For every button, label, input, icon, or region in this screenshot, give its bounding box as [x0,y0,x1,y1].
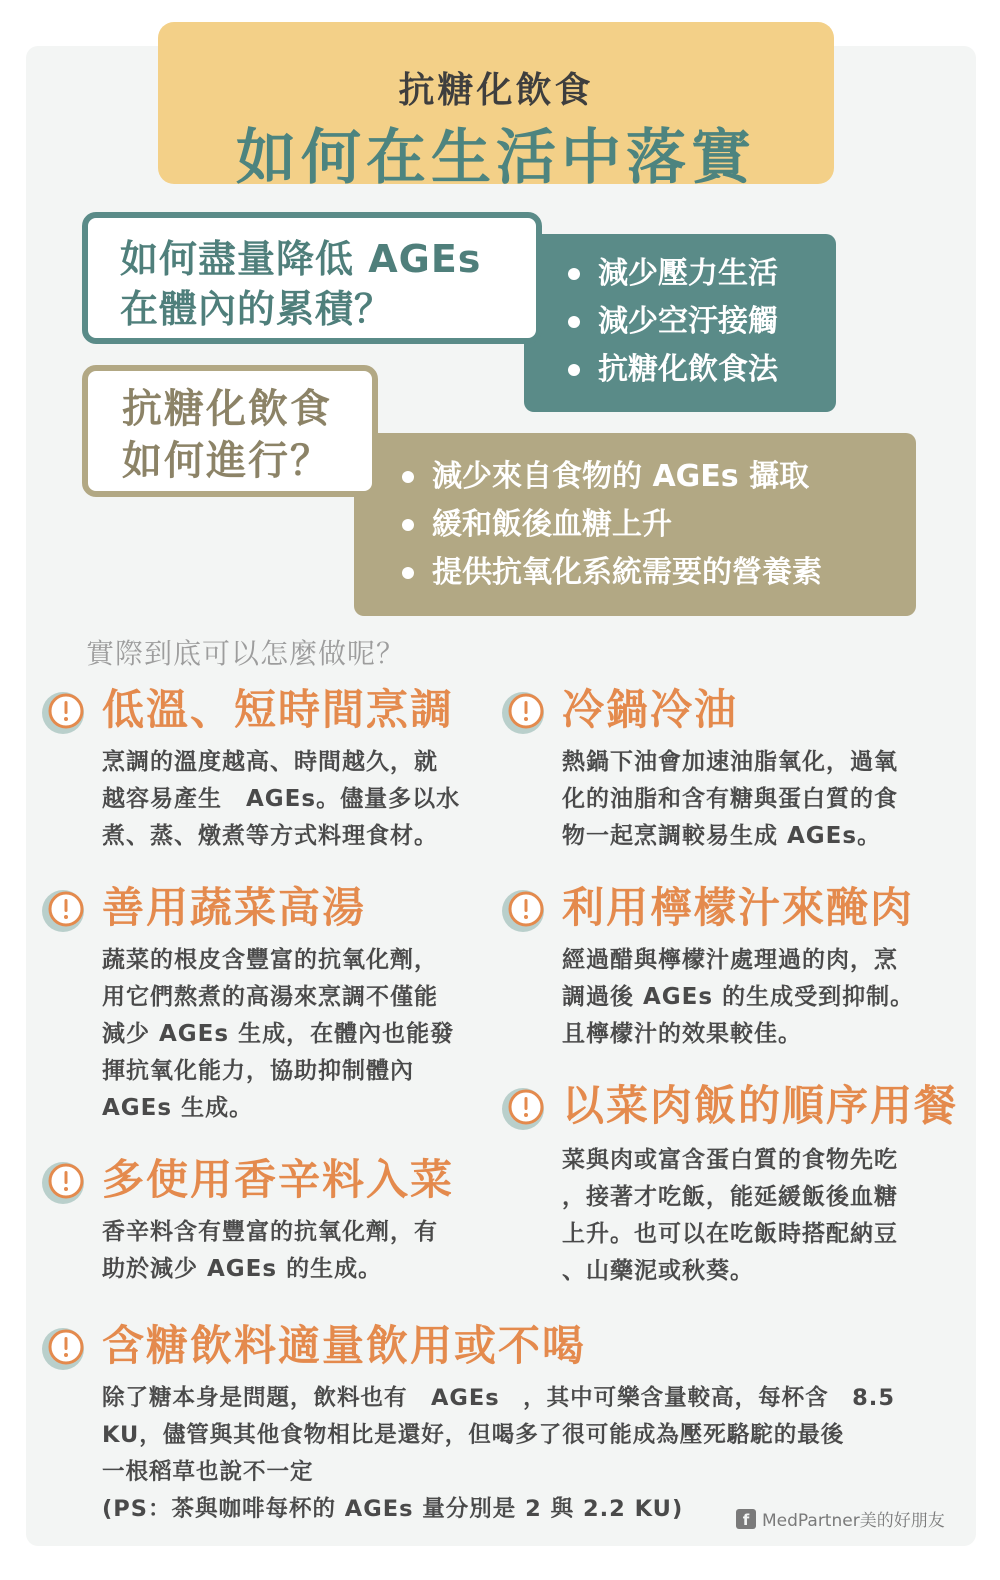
exclamation-circle-icon [500,888,546,934]
question-2-line: 抗糖化飲食 [122,386,332,432]
tip-body-line: 化的油脂和含有糖與蛋白質的食 [562,786,898,812]
tip-body [562,942,914,1053]
tip-body [562,1142,898,1290]
tip-body [562,744,898,855]
tip-body-line: 用它們熬煮的高湯來烹調不僅能 [102,984,438,1010]
tip-title: 冷鍋冷油 [562,685,739,734]
question-1-line: 如何盡量降低 AGEs [120,237,482,281]
tip-body-line: 蔬菜的根皮含豐富的抗氧化劑， [102,947,438,973]
tip-body-line: KU，儘管與其他食物相比是還好，但喝多了很可能成為壓死駱駝的最後 [102,1422,845,1448]
tip-body [102,744,460,855]
tip-body-line: 經過醋與檸檬汁處理過的肉，烹 [562,947,898,973]
section-prompt: 實際到底可以怎麼做呢？ [86,637,406,670]
tip-title: 善用蔬菜高湯 [102,883,367,932]
tip-body-line: ，接著才吃飯，能延緩飯後血糖 [562,1184,898,1210]
tip-body-line: 香辛料含有豐富的抗氧化劑，有 [102,1219,438,1245]
tip-body-line: 、山藥泥或秋葵。 [562,1258,754,1284]
tip-body-line: 調過後 AGEs 的生成受到抑制。 [562,984,915,1010]
tip-body-line: AGEs 生成。 [102,1095,254,1121]
tip-body-line: 助於減少 AGEs 的生成。 [102,1256,383,1282]
tip-body-line: 熱鍋下油會加速油脂氧化，過氧 [562,749,898,775]
tip-body-line: 越容易產生 AGEs。儘量多以水 [102,786,461,812]
question-1-box [82,212,542,344]
answer-2-panel [354,433,916,616]
brand-name: MedPartner美的好朋友 [762,1511,945,1531]
exclamation-circle-icon [40,1160,86,1206]
title-line-2: 如何在生活中落實 [236,123,756,193]
tip-body-line: 減少 AGEs 生成，在體內也能發 [102,1021,455,1047]
tip-body-line: 菜與肉或富含蛋白質的食物先吃 [562,1147,898,1173]
tip-body-line: 物一起烹調較易生成 AGEs。 [562,823,882,849]
exclamation-circle-icon [40,1326,86,1372]
exclamation-circle-icon [40,690,86,736]
exclamation-circle-icon [500,1086,546,1132]
title-banner [158,22,834,193]
answer-1-list [562,250,778,394]
tip-title: 含糖飲料適量飲用或不喝 [102,1321,587,1370]
answer-1-panel [524,234,836,412]
footer-credit [736,1506,945,1531]
answer-1-item: 減少空汙接觸 [562,298,778,346]
tip-title: 低溫、短時間烹調 [102,685,455,734]
answer-2-item: 減少來自食物的 AGEs 攝取 [396,453,822,501]
question-1-line: 在體內的累積？ [120,287,394,331]
tip-body-line: 一根稻草也說不一定 [102,1459,314,1485]
answer-1-item: 減少壓力生活 [562,250,778,298]
tip-body-line: 上升。也可以在吃飯時搭配納豆 [562,1221,898,1247]
answer-2-list [396,453,822,597]
answer-2-item: 緩和飯後血糖上升 [396,501,822,549]
facebook-icon: f [736,1509,756,1529]
tip-body-line: 且檸檬汁的效果較佳。 [562,1021,802,1047]
exclamation-circle-icon [500,690,546,736]
tip-body-line: 烹調的溫度越高、時間越久，就 [102,749,438,775]
question-2-box [82,365,378,497]
exclamation-circle-icon [40,888,86,934]
tip-body [102,1214,438,1288]
answer-2-item: 提供抗氧化系統需要的營養素 [396,549,822,597]
tip-body-line: 除了糖本身是問題，飲料也有 AGEs ，其中可樂含量較高，每杯含 8.5 [102,1385,896,1411]
question-2-line: 如何進行？ [122,438,332,484]
answer-1-item: 抗糖化飲食法 [562,346,778,394]
tip-title: 多使用香辛料入菜 [102,1155,455,1204]
title-line-1: 抗糖化飲食 [398,70,594,111]
tip-title: 利用檸檬汁來醃肉 [562,883,915,932]
tip-body-line: 煮、蒸、燉煮等方式料理食材。 [102,823,438,849]
tip-title: 以菜肉飯的順序用餐 [562,1081,959,1130]
tip-body-line: (PS：茶與咖啡每杯的 AGEs 量分別是 2 與 2.2 KU) [102,1496,684,1522]
tip-body [102,942,454,1127]
tip-body-line: 揮抗氧化能力，協助抑制體內 [102,1058,414,1084]
